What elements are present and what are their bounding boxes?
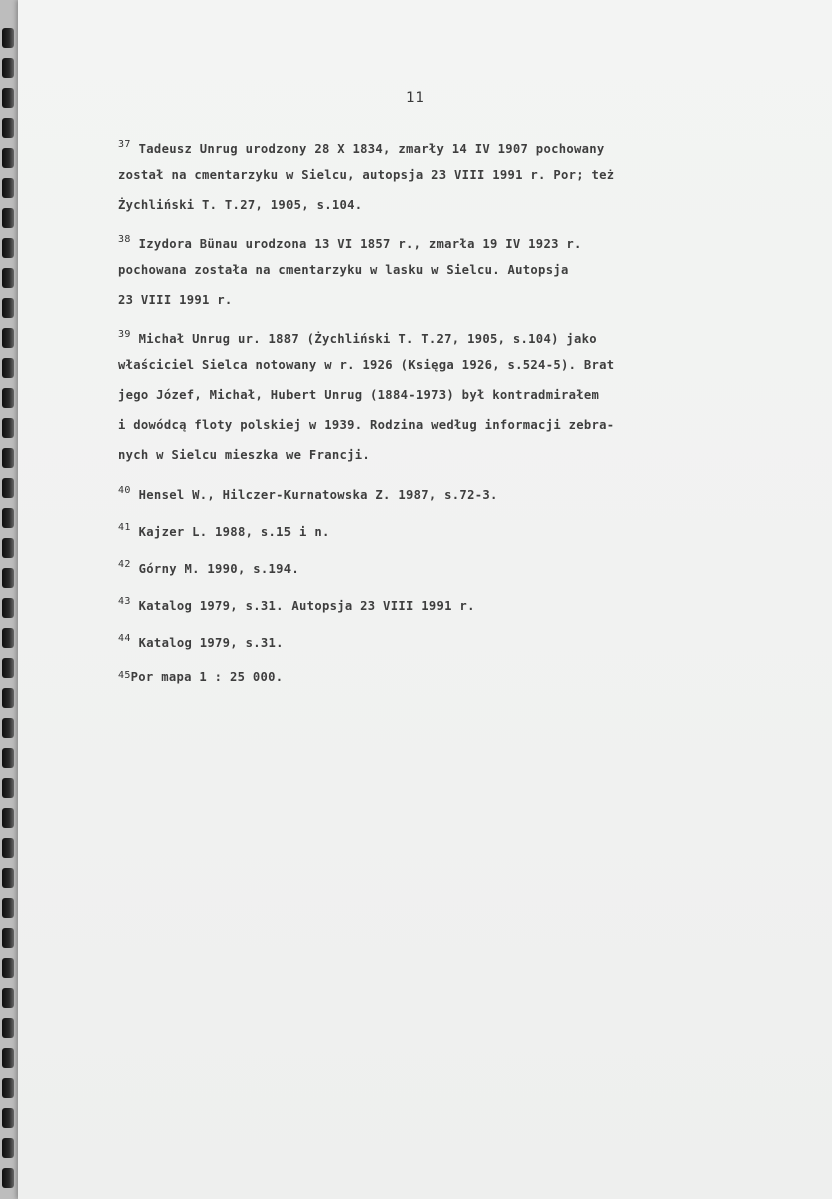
binding-ring [2, 628, 14, 648]
binding-ring [2, 1078, 14, 1098]
binding-ring [2, 208, 14, 228]
footnote-text-line: Izydora Bünau urodzona 13 VI 1857 r., zmarła 19 IV 1923 r. [138, 237, 582, 251]
footnote-text-line: pochowana została na cmentarzyku w lasku w Sielcu. Autopsja [118, 263, 569, 277]
document-page [18, 0, 832, 1199]
footnote-text-line: nych w Sielcu mieszka we Francji. [118, 448, 371, 462]
binding-ring [2, 388, 14, 408]
footnote-number: 37 [118, 139, 131, 150]
footnote-41 [118, 512, 818, 544]
binding-ring [2, 658, 14, 678]
binding-ring [2, 448, 14, 468]
binding-ring [2, 988, 14, 1008]
footnote-number: 44 [118, 633, 131, 644]
binding-ring [2, 28, 14, 48]
binding-ring [2, 718, 14, 738]
binding-ring [2, 538, 14, 558]
footnote-43 [118, 586, 818, 618]
footnote-text-line: Tadeusz Unrug urodzony 28 X 1834, zmarły 14 IV 1907 pochowany [138, 142, 605, 156]
footnote-text-line: 23 VIII 1991 r. [118, 293, 233, 307]
footnote-40 [118, 475, 818, 507]
binding-ring [2, 298, 14, 318]
footnote-45 [118, 660, 818, 692]
footnote-text-line: Por mapa 1 : 25 000. [130, 670, 284, 684]
footnote-text-line: Michał Unrug ur. 1887 (Żychliński T. T.27, 1905, s.104) jako [138, 332, 597, 346]
footnote-39 [118, 320, 818, 470]
binding-ring [2, 328, 14, 348]
footnote-37 [118, 130, 818, 220]
binding-ring [2, 178, 14, 198]
footnotes-list [118, 130, 818, 692]
binding-ring [2, 808, 14, 828]
footnote-number: 40 [118, 485, 131, 496]
binding-ring [2, 1138, 14, 1158]
binding-ring [2, 1048, 14, 1068]
footnote-number: 42 [118, 559, 131, 570]
footnote-42 [118, 549, 818, 581]
binding-ring [2, 778, 14, 798]
binding-ring [2, 568, 14, 588]
binding-ring [2, 58, 14, 78]
binding-ring [2, 148, 14, 168]
binding-ring [2, 748, 14, 768]
footnote-text-line: i dowódcą floty polskiej w 1939. Rodzina według informacji zebra- [118, 418, 615, 432]
binding-ring [2, 118, 14, 138]
footnote-text-line: Górny M. 1990, s.194. [138, 562, 300, 576]
footnote-text-line: właściciel Sielca notowany w r. 1926 (Księga 1926, s.524-5). Brat [118, 358, 615, 372]
binding-ring [2, 418, 14, 438]
footnote-text-line: został na cmentarzyku w Sielcu, autopsja 23 VIII 1991 r. Por; też [118, 168, 615, 182]
binding-ring [2, 838, 14, 858]
binding-ring [2, 1108, 14, 1128]
binding-ring [2, 598, 14, 618]
footnote-number: 38 [118, 234, 131, 245]
footnote-number: 43 [118, 596, 131, 607]
binding-ring [2, 478, 14, 498]
binding-ring [2, 688, 14, 708]
binding-ring [2, 268, 14, 288]
binding-ring [2, 1018, 14, 1038]
binding-ring [2, 88, 14, 108]
footnote-44 [118, 623, 818, 655]
page-number: 11 [406, 90, 425, 106]
binding-ring [2, 508, 14, 528]
footnote-38 [118, 225, 818, 315]
footnote-text-line: Kajzer L. 1988, s.15 i n. [138, 525, 330, 539]
footnote-text-line: Hensel W., Hilczer-Kurnatowska Z. 1987, s.72-3. [138, 488, 498, 502]
footnote-text-line: Katalog 1979, s.31. Autopsja 23 VIII 1991 r. [138, 599, 475, 613]
binding-ring [2, 358, 14, 378]
footnote-text-line: jego Józef, Michał, Hubert Unrug (1884-1973) był kontradmirałem [118, 388, 600, 402]
footnote-number: 41 [118, 522, 131, 533]
footnote-text-line: Katalog 1979, s.31. [138, 636, 284, 650]
binding-ring [2, 238, 14, 258]
binding-ring [2, 958, 14, 978]
footnote-text-line: Żychliński T. T.27, 1905, s.104. [118, 198, 363, 212]
footnote-number: 39 [118, 329, 131, 340]
footnote-number: 45 [118, 670, 131, 681]
binding-ring [2, 928, 14, 948]
binding-ring [2, 1168, 14, 1188]
binding-ring [2, 868, 14, 888]
binding-ring [2, 898, 14, 918]
